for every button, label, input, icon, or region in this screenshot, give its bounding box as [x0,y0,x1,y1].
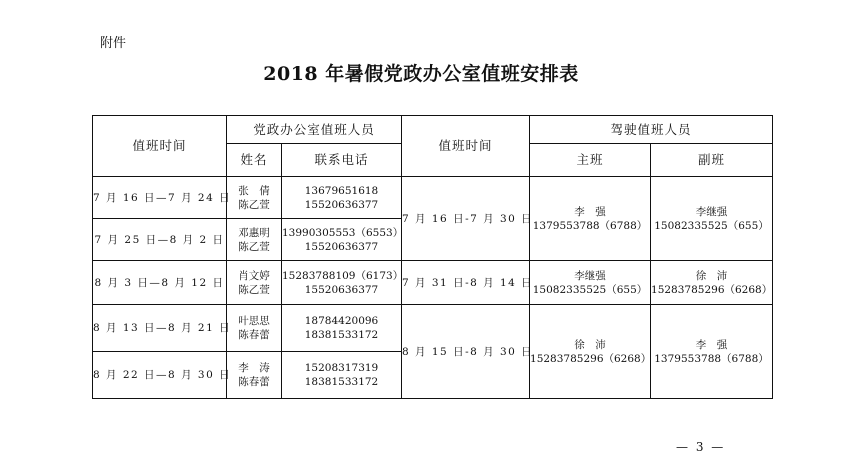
office-phone-1: 15208317319 [304,362,379,374]
office-period-text: 8 月 22 日—8 月 30 日 [93,369,232,381]
driver-period-text: 7 月 16 日-7 月 30 日 [402,212,534,225]
table-header-row [93,116,773,144]
office-phones [282,261,402,305]
page-number: — 3 — [676,440,726,454]
office-period-text: 8 月 13 日—8 月 21 日 [93,322,232,334]
driver-deputy-phone: 15283785296（6268） [651,283,773,296]
office-phones [282,352,402,399]
office-phone-2: 15520636377 [304,240,379,253]
driver-period [402,305,534,399]
driver-main-name: 徐 沛 [574,338,606,351]
office-name-2: 陈春蕾 [238,329,270,341]
office-name-2: 陈乙萱 [238,198,270,211]
header-office-group: 党政办公室值班人员 [227,116,402,144]
header-duty-time-right: 值班时间 [402,116,530,177]
office-phone-1: 13679651618 [304,184,379,197]
driver-main-phone: 15283785296（6268） [530,352,652,365]
office-names [227,219,282,261]
header-duty-time-left: 值班时间 [93,116,227,177]
driver-main [530,177,651,261]
document-title: 2018 年暑假党政办公室值班安排表 [263,63,579,85]
office-phone-2: 18381533172 [304,329,379,341]
driver-deputy-phone: 1379553788（6788） [654,352,769,365]
driver-period [402,261,534,305]
office-period [93,219,227,261]
office-name-1: 邓惠明 [238,226,270,239]
driver-deputy-name: 徐 沛 [695,269,728,282]
header-name: 姓名 [227,144,282,177]
office-phones [282,305,402,352]
office-period [93,261,227,305]
driver-main [530,261,651,305]
header-driver-group: 驾驶值班人员 [530,116,773,144]
driver-deputy-name: 李继强 [695,205,728,218]
driver-main-phone: 15082335525（655） [532,283,648,296]
driver-period [402,177,534,261]
office-period [93,305,232,352]
driver-main [530,305,651,399]
duty-schedule-table [92,115,773,399]
driver-deputy [651,261,773,305]
office-name-2: 陈春蕾 [238,376,270,388]
office-period-text: 8 月 3 日—8 月 12 日 [94,276,225,289]
office-name-1: 肖文婷 [238,269,270,282]
office-names [227,177,282,219]
office-phone-2: 15520636377 [304,198,379,211]
header-main-shift: 主班 [530,144,651,177]
office-names [227,305,282,352]
office-name-2: 陈乙萱 [238,240,270,253]
table-row [93,261,773,305]
office-name-1: 叶思思 [238,315,270,327]
office-period-text: 7 月 16 日—7 月 24 日 [93,191,232,204]
office-name-1: 李 涛 [238,362,270,374]
table-row [93,305,773,352]
attachment-label: 附件 [100,36,127,51]
office-phones [282,177,402,219]
office-phone-1: 15283788109（6173） [282,269,404,282]
table-row [93,177,773,219]
driver-main-phone: 1379553788（6788） [532,219,648,232]
driver-deputy [651,177,773,261]
office-phone-1: 18784420096 [304,315,379,327]
office-names [227,261,282,305]
office-names [227,352,282,399]
office-phone-1: 13990305553（6553） [282,226,404,239]
office-period-text: 7 月 25 日—8 月 2 日 [94,233,225,246]
driver-deputy-name: 李 强 [695,338,728,351]
office-phone-2: 15520636377 [304,283,379,296]
driver-period-text: 8 月 15 日-8 月 30 日 [402,345,534,358]
office-period [93,177,232,219]
office-period [93,352,232,399]
driver-main-name: 李继强 [574,269,606,282]
driver-main-name: 李 强 [574,205,606,218]
driver-period-text: 7 月 31 日-8 月 14 日 [402,276,534,289]
office-name-2: 陈乙萱 [238,283,270,296]
driver-deputy [651,305,773,399]
driver-deputy-phone: 15082335525（655） [654,219,769,232]
office-phones [282,219,402,261]
office-name-1: 张 倩 [238,184,270,197]
header-phone: 联系电话 [282,144,402,177]
office-phone-2: 18381533172 [304,376,379,388]
header-deputy-shift: 副班 [651,144,773,177]
